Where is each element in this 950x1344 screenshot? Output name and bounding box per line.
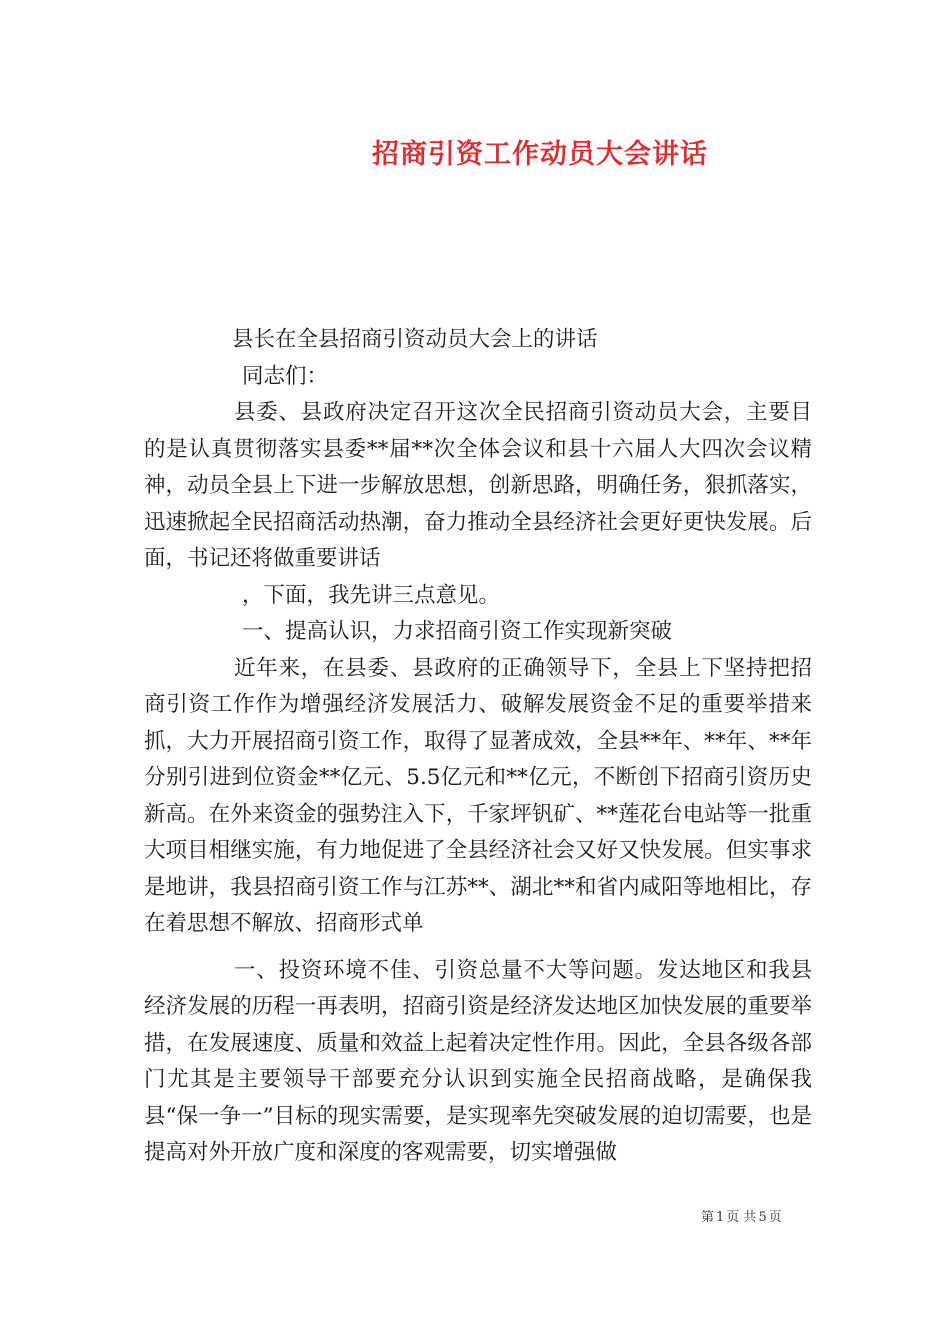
footer-prefix: 第 [701,1210,715,1225]
footer-page-number: 1 [716,1210,725,1225]
footer-total-pages: 5 [758,1210,767,1225]
paragraph-2: 近年来，在县委、县政府的正确领导下，全县上下坚持把招商引资工作作为增强经济发展活力、破解发展资金不足的重要举措来抓，大力开展招商引资工作，取得了显著成效，全县**年、**年、**年分别引进到位资金**亿元、5.5亿元和**亿元，不断创下招商引资历史新高。在外来资金的强势注入下，千家坪钒矿、**莲花台电站等一批重大项目相继实施，有力地促进了全县经济社会又好又快发展。但实事求是地讲，我县招商引资工作与江苏**、湖北**和省内咸阳等地相比，存在着思想不解放、招商形式单 [144,655,812,936]
page-footer [700,1206,830,1225]
footer-middle: 页 共 [726,1210,757,1225]
paragraph-3: 一、投资环境不佳、引资总量不大等问题。发达地区和我县经济发展的历程一再表明，招商引资是经济发达地区加快发展的重要举措，在发展速度、质量和效益上起着决定性作用。因此，全县各级各部门尤其是主要领导干部要充分认识到实施全民招商战略，是确保我县“保一争一”目标的现实需要，是实现率先突破发展的迫切需要，也是提高对外开放广度和深度的客观需要，切实增强做 [144,957,812,1165]
greeting: 同志们： [242,363,329,389]
speech-subtitle: 县长在全县招商引资动员大会上的讲话 [232,327,598,352]
footer-suffix: 页 [768,1210,782,1225]
document-body [144,322,812,1172]
paragraph-1: 县委、县政府决定召开这次全民招商引资动员大会，主要目的是认真贯彻落实县委**届**次全体会议和县十六届人大四次会议精神，动员全县上下进一步解放思想，创新思路，明确任务，狠抓落实，迅速掀起全民招商活动热潮，奋力推动全县经济社会更好更快发展。后面，书记还将做重要讲话 [144,400,812,571]
section-heading-1: 一、提高认识，力求招商引资工作实现新突破 [242,619,673,644]
paragraph-1-continuation: ，下面，我先讲三点意见。 [242,582,501,608]
page-title: 招商引资工作动员大会讲话 [372,139,708,170]
